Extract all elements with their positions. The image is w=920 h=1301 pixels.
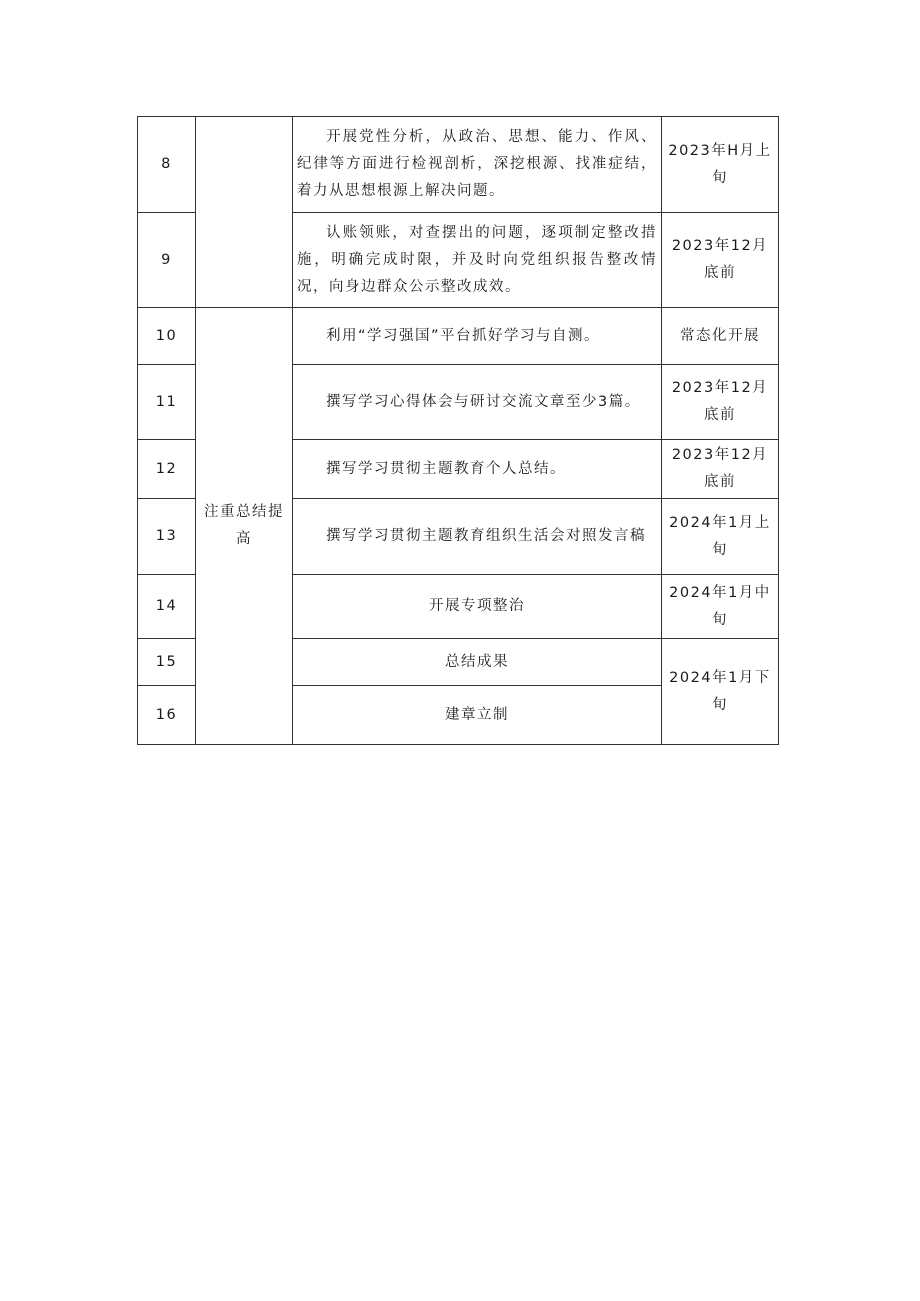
time-cell: 2024年1月下旬 (662, 639, 779, 745)
task-text: 认账领账，对查摆出的问题，逐项制定整改措施，明确完成时限，并及时向党组织报告整改情况，向身边群众公示整改成效。 (297, 224, 657, 295)
task-cell (293, 440, 662, 499)
time-cell: 2023年H月上旬 (662, 117, 779, 213)
task-cell: 建章立制 (293, 686, 662, 745)
document-page (137, 116, 778, 745)
task-cell: 开展专项整治 (293, 575, 662, 639)
table-row (138, 308, 779, 365)
task-text: 开展党性分析，从政治、思想、能力、作风、纪律等方面进行检视剖析，深挖根源、找准症结，着力从思想根源上解决问题。 (297, 129, 657, 199)
work-plan-table (137, 116, 779, 745)
row-number: 13 (138, 499, 196, 575)
time-cell: 2023年12月底前 (662, 213, 779, 308)
task-text: 利用“学习强国”平台抓好学习与自测。 (326, 327, 601, 344)
task-cell (293, 499, 662, 575)
task-text: 撰写学习贯彻主题教育个人总结。 (326, 460, 566, 477)
table-row (138, 117, 779, 213)
row-number: 16 (138, 686, 196, 745)
row-number: 12 (138, 440, 196, 499)
time-cell: 2023年12月底前 (662, 440, 779, 499)
task-cell (293, 365, 662, 440)
category-cell-empty (196, 117, 293, 308)
row-number: 9 (138, 213, 196, 308)
time-cell: 2024年1月上旬 (662, 499, 779, 575)
task-cell: 总结成果 (293, 639, 662, 686)
row-number: 15 (138, 639, 196, 686)
time-cell: 2024年1月中旬 (662, 575, 779, 639)
task-cell (293, 213, 662, 308)
task-text: 撰写学习贯彻主题教育组织生活会对照发言稿 (326, 528, 646, 544)
task-cell (293, 308, 662, 365)
task-text: 撰写学习心得体会与研讨交流文章至少3篇。 (326, 393, 641, 410)
row-number: 8 (138, 117, 196, 213)
time-cell: 2023年12月底前 (662, 365, 779, 440)
category-cell: 注重总结提高 (196, 308, 293, 745)
task-cell (293, 117, 662, 213)
time-cell: 常态化开展 (662, 308, 779, 365)
row-number: 10 (138, 308, 196, 365)
row-number: 14 (138, 575, 196, 639)
row-number: 11 (138, 365, 196, 440)
